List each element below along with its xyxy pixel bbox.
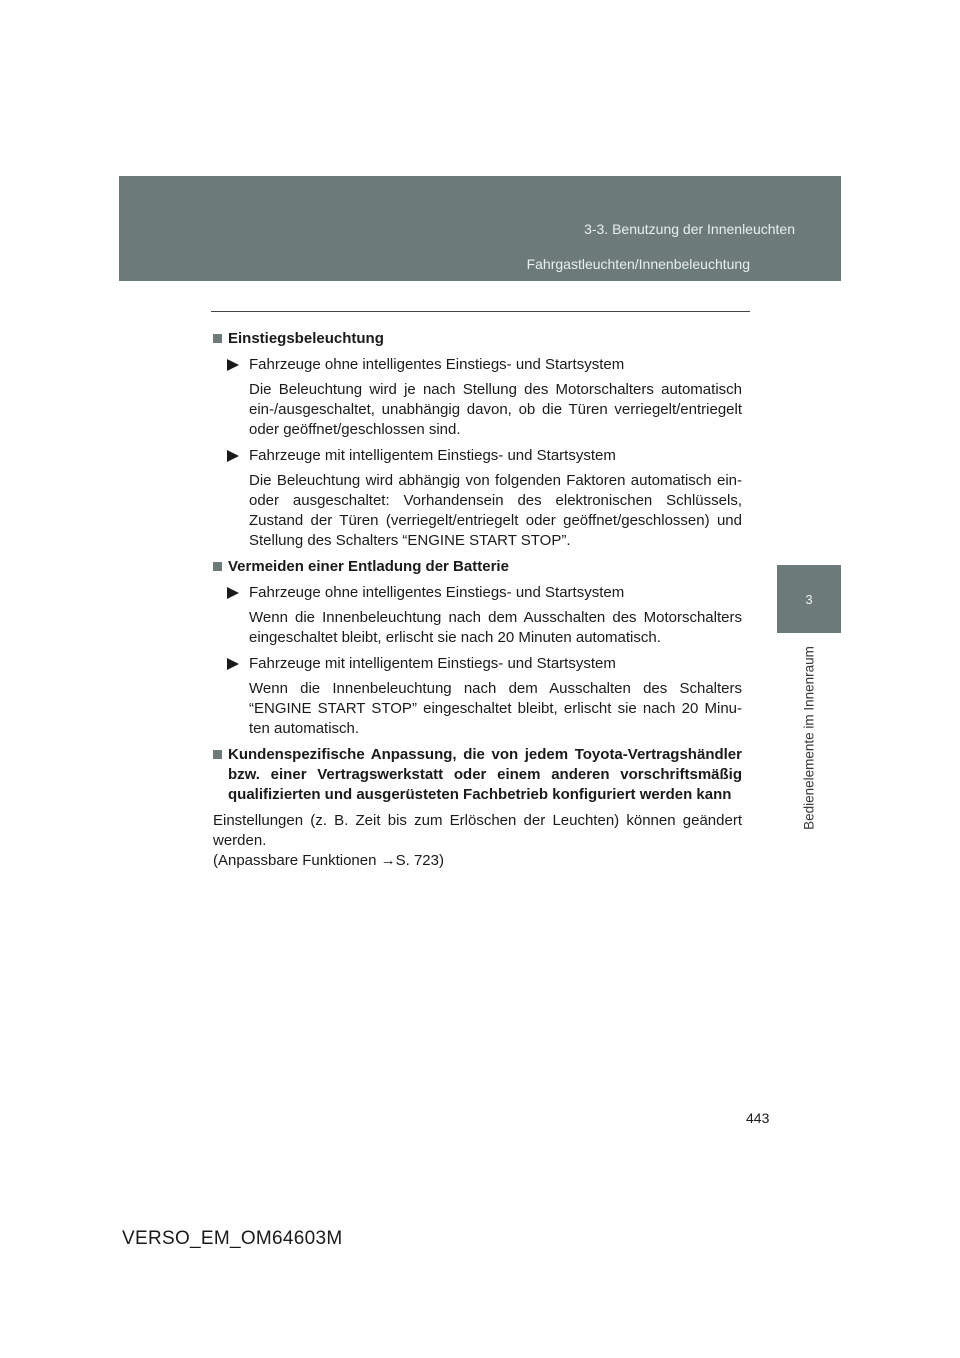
- square-bullet-icon: [213, 562, 222, 571]
- chapter-tab: [777, 565, 841, 633]
- square-bullet-icon: [213, 334, 222, 343]
- page-content: [213, 329, 742, 871]
- variant-label: Fahrzeuge mit intelligentem Einstiegs- und Startsystem: [227, 654, 742, 674]
- triangle-bullet-icon: [227, 359, 239, 371]
- triangle-bullet-icon: [227, 658, 239, 670]
- header-band: [119, 176, 841, 281]
- section-heading: Einstiegsbeleuchtung: [213, 329, 742, 349]
- paragraph: Die Beleuchtung wird je nach Stellung des Motorschalters automatisch ein-/ausgeschaltet, unabhängig davon, ob die Türen verriegelt/entriegelt oder geöffnet/geschlossen sind.: [249, 381, 742, 438]
- variant-label: Fahrzeuge ohne intelligentes Einstiegs- und Startsystem: [227, 583, 742, 603]
- triangle-bullet-icon: [227, 587, 239, 599]
- section-heading: Vermeiden einer Entladung der Batterie: [213, 557, 742, 577]
- cross-reference: (Anpassbare Funktionen →S. 723): [213, 852, 444, 869]
- page-number: 443: [746, 1110, 770, 1126]
- paragraph: Wenn die Innenbeleuchtung nach dem Ausschalten des Motorschalters eingeschaltet bleibt, erlischt sie nach 20 Minuten automatisch.: [249, 609, 742, 646]
- paragraph: Einstellungen (z. B. Zeit bis zum Erlöschen der Leuchten) können geändert werden.: [213, 812, 742, 849]
- document-code: VERSO_EM_OM64603M: [122, 1228, 343, 1249]
- chapter-label: Bedienelemente im Innenraum: [801, 646, 817, 830]
- subsection-title: Fahrgastleuchten/Innenbeleuchtung: [526, 256, 750, 272]
- square-bullet-icon: [213, 750, 222, 759]
- variant-label: Fahrzeuge ohne intelligentes Einstiegs- und Startsystem: [227, 355, 742, 375]
- divider-rule: [211, 311, 750, 312]
- chapter-number: 3: [805, 591, 813, 607]
- paragraph: Wenn die Innenbeleuchtung nach dem Ausschalten des Schalters “ENGINE START STOP” eingeschaltet bleibt, erlischt sie nach 20 Minu-ten automatisch.: [249, 680, 742, 737]
- section-heading: Kundenspezifische Anpassung, die von jedem Toyota-Vertragshändler bzw. einer Vertragswerkstatt oder einem anderen vorschriftsmäßig qualifizierten und ausgerüsteten Fachbetrieb konfiguriert werden kann: [213, 745, 742, 805]
- section-title: 3-3. Benutzung der Innenleuchten: [584, 221, 795, 237]
- paragraph: Die Beleuchtung wird abhängig von folgenden Faktoren automatisch ein- oder ausgeschaltet: Vorhandensein des elektronischen Schlüssels, Zustand der Türen (verriegelt/entriegelt oder geöffnet/geschlossen) und Stellung des Schalters “ENGINE START STOP”.: [249, 472, 742, 549]
- variant-label: Fahrzeuge mit intelligentem Einstiegs- und Startsystem: [227, 446, 742, 466]
- triangle-bullet-icon: [227, 450, 239, 462]
